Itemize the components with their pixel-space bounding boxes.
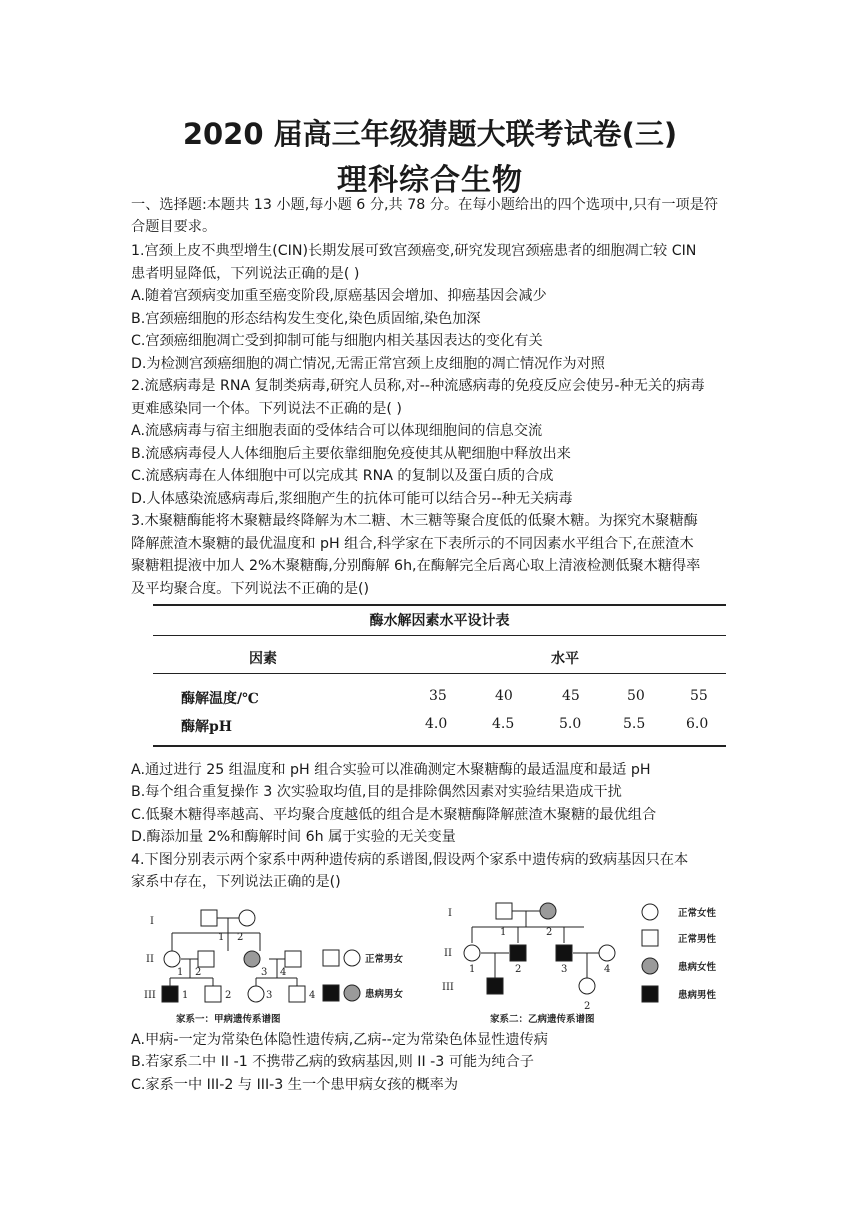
question-stem: 降解蔗渣木聚糖的最优温度和 pH 组合,科学家在下表所示的不同因素水平组合下,在蔗渣木 [131,536,694,552]
individual-number: 1 [218,932,225,943]
individual-number: 3 [261,967,268,978]
gen-label: II [146,954,154,965]
table-cell: 4.0 [425,716,448,732]
option-d: D.人体感染流感病毒后,浆细胞产生的抗体可能可以结合另--种无关病毒 [131,491,573,507]
exam-subtitle: 理科综合生物 [337,163,523,198]
exam-title: 2020 届高三年级猜题大联考试卷(三) [182,117,678,151]
option-c: C.低聚木糖得率越高、平均聚合度越低的组合是木聚糖酶降解蔗渣木聚糖的最优组合 [131,807,657,823]
question-stem: 家系中存在，下列说法正确的是() [131,874,341,890]
legend-label: 患病男女 [365,989,404,1000]
option-c: C.宫颈癌细胞凋亡受到抑制可能与细胞内相关基因表达的变化有关 [131,333,543,349]
legend-label: 正常女性 [678,908,717,919]
option-b: B.若家系二中 II -1 不携带乙病的致病基因,则 II -3 可能为纯合子 [131,1054,534,1070]
table-cell: 35 [429,688,447,704]
figure-caption: 家系一：甲病遗传系谱图 [176,1014,281,1025]
individual-number: 2 [546,927,553,938]
option-d: D.酶添加量 2%和酶解时间 6h 属于实验的无关变量 [131,829,456,845]
table-cell: 55 [690,688,708,704]
table-cell: 6.0 [686,716,709,732]
option-c: C.家系一中 III-2 与 III-3 生一个患甲病女孩的概率为 [131,1077,459,1093]
option-a: A.随着宫颈病变加重至癌变阶段,原癌基因会增加、抑癌基因会减少 [131,288,547,304]
table-cell: 45 [562,688,580,704]
table-header-level: 水平 [551,651,579,667]
pedigree-svg [140,898,780,1026]
table-cell: 4.5 [492,716,515,732]
legend-label: 正常男性 [678,934,717,945]
table-rule [153,673,726,674]
individual-number: 2 [237,932,244,943]
individual-number: 3 [266,990,273,1001]
gen-label: I [150,916,154,927]
table-rule [153,604,726,606]
option-b: B.流感病毒侵人人体细胞后主要依靠细胞免疫使其从靶细胞中释放出来 [131,446,571,462]
table-row-label: 酶解温度/℃ [181,691,259,707]
option-c: C.流感病毒在人体细胞中可以完成其 RNA 的复制以及蛋白质的合成 [131,468,554,484]
factor-level-table [153,604,726,749]
individual-number: 4 [604,964,611,975]
individual-number: 2 [195,967,202,978]
question-stem: 患者明显降低，下列说法正确的是( ) [131,266,360,282]
legend-label: 患病男性 [678,990,717,1001]
individual-number: 1 [500,927,507,938]
table-cell: 40 [495,688,513,704]
table-rule [153,635,726,636]
question-stem: 2.流感病毒是 RNA 复制类病毒,研究人员称,对--种流感病毒的免疫反应会使另-种无关的病毒 [131,378,705,394]
individual-number: 4 [309,990,316,1001]
question-stem: 及平均聚合度。下列说法不正确的是() [131,581,370,597]
table-caption: 酶水解因素水平设计表 [369,613,510,629]
question-stem: 更难感染同一个体。下列说法不正确的是( ) [131,401,402,417]
gen-label: I [448,908,452,919]
table-header-factor: 因素 [249,651,277,667]
individual-number: 1 [469,964,476,975]
individual-number: 2 [584,1001,591,1012]
question-stem: 4.下图分别表示两个家系中两种遗传病的系谱图,假设两个家系中遗传病的致病基因只在本 [131,852,689,868]
section-intro: 合题目要求。 [131,219,217,235]
pedigree-figure [140,898,780,1026]
figure-caption: 家系二：乙病遗传系谱图 [490,1014,595,1025]
gen-label: III [144,990,156,1001]
gen-label: II [444,948,452,959]
question-stem: 3.木聚糖酶能将木聚糖最终降解为木二糖、木三糖等聚合度低的低聚木糖。为探究木聚糖酶 [131,513,698,529]
individual-number: 3 [561,964,568,975]
table-cell: 50 [627,688,645,704]
option-a: A.通过进行 25 组温度和 pH 组合实验可以准确测定木聚糖酶的最适温度和最适 pH [131,762,651,778]
legend-label: 患病女性 [678,962,717,973]
option-a: A.流感病毒与宿主细胞表面的受体结合可以体现细胞间的信息交流 [131,423,543,439]
question-stem: 聚糖粗提液中加人 2%木聚糖酶,分别酶解 6h,在酶解完全后离心取上清液检测低聚木糖得率 [131,558,701,574]
table-row-label: 酶解pH [181,719,233,735]
table-rule [153,745,726,747]
individual-number: 2 [515,964,522,975]
option-a: A.甲病-一定为常染色体隐性遗传病,乙病--定为常染色体显性遗传病 [131,1032,548,1048]
gen-label: III [442,982,454,993]
table-cell: 5.5 [623,716,646,732]
option-b: B.每个组合重复操作 3 次实验取均值,目的是排除偶然因素对实验结果造成干扰 [131,784,622,800]
individual-number: 1 [177,967,184,978]
table-cell: 5.0 [559,716,582,732]
legend-label: 正常男女 [365,954,404,965]
individual-number: 4 [280,967,287,978]
option-b: B.宫颈癌细胞的形态结构发生变化,染色质固缩,染色加深 [131,311,481,327]
individual-number: 1 [182,990,189,1001]
section-intro: 一、选择题:本题共 13 小题,每小题 6 分,共 78 分。在每小题给出的四个选项中,只有一项是符 [131,197,719,213]
individual-number: 2 [225,990,232,1001]
option-d: D.为检测宫颈癌细胞的凋亡情况,无需正常宫颈上皮细胞的凋亡情况作为对照 [131,356,605,372]
question-stem: 1.宫颈上皮不典型增生(CIN)长期发展可致宫颈癌变,研究发现宫颈癌患者的细胞凋亡较 CIN [131,243,697,259]
